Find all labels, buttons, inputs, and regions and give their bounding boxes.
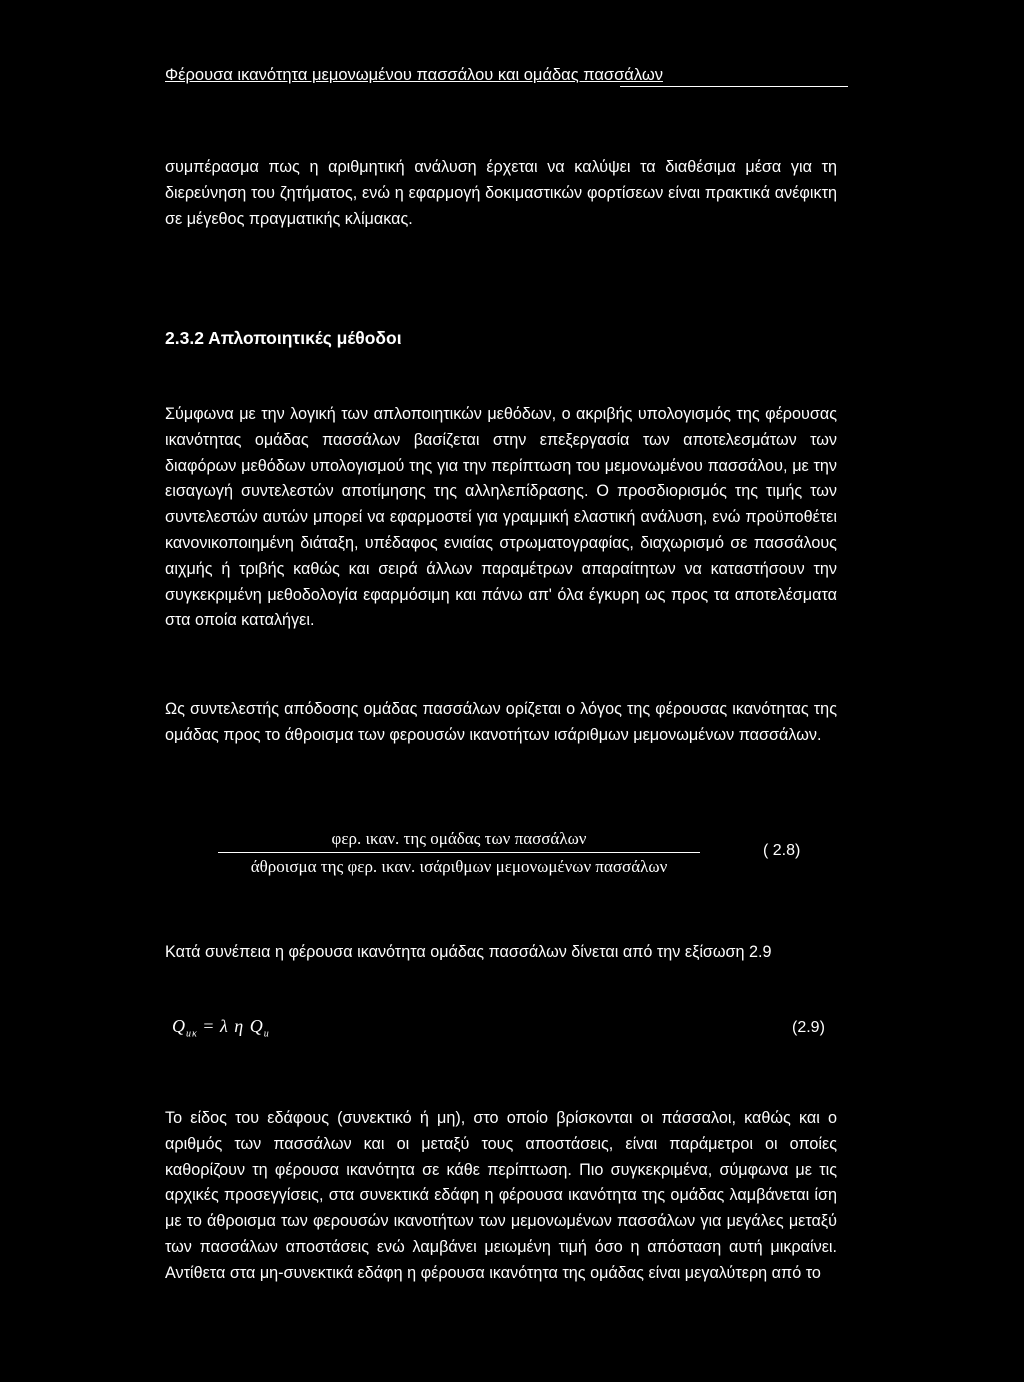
header-rule [620, 86, 848, 87]
fraction-denominator: άθροισμα της φερ. ικαν. ισάριθμων μεμονωμένων πασσάλων [250, 857, 668, 876]
section-paragraph-1: Σύμφωνα με την λογική των απλοποιητικών μεθόδων, ο ακριβής υπολογισμός της φέρουσας ικανότητας ομάδας πασσάλων βασίζεται στην επεξεργασία των αποτελεσμάτων των διαφόρων μεθόδων υπολογισμού της για την περίπτωση του μεμονωμένου πασσάλου, με την εισαγωγή συντελεστών αποτίμησης της αλληλεπίδρασης. Ο προσδιορισμός της τιμής των συντελεστών αυτών μπορεί να εφαρμοστεί για γραμμική ελαστική ανάλυση, ενώ προϋποθέτει κανονικοποιημένη διάταξη, υπέδαφος ενιαίας στρωματογραφίας, διαχωρισμό σε πασσάλους αιχμής ή τριβής καθώς και σειρά άλλων παραμέτρων απαραίτητων να καταστήσουν την συγκεκριμένη μεθοδολογία εφαρμόσιμη και πάνω απ' όλα έγκυρη ως προς τα αποτελέσματα στα οποία καταλήγει. [165, 405, 837, 630]
rhs-symbol: Q [249, 1016, 264, 1036]
paragraph-4: Το είδος του εδάφους (συνεκτικό ή μη), στο οποίο βρίσκονται οι πάσσαλοι, καθώς και ο αριθμός των πασσάλων και οι μεταξύ τους αποστάσεις, είναι παράμετροι οι οποίες καθορίζουν τη φέρουσα ικανότητα σε κάθε περίπτωση. Πιο συγκεκριμένα, σύμφωνα με τις αρχικές προσεγγίσεις, στα συνεκτικά εδάφη η φέρουσα ικανότητα της ομάδας λαμβάνεται ίση με το άθροισμα των φερουσών ικανοτήτων των μεμονωμένων πασσάλων για μεγάλες μεταξύ των πασσάλων αποστάσεις ενώ λαμβάνει μειωμένη τιμή όσο η απόσταση αυτή μικραίνει. Αντίθετα στα μη-συνεκτικά εδάφη η φέρουσα ικανότητα της ομάδας είναι μεγαλύτερη από το [165, 1109, 837, 1282]
equals-sign: = [203, 1016, 215, 1036]
lhs-symbol: Q [172, 1016, 186, 1036]
section-heading: 2.3.2 Απλοποιητικές μέθοδοι [165, 328, 402, 348]
fraction-bar [218, 852, 700, 853]
lhs-subscript: uκ [186, 1028, 198, 1040]
rhs-subscript: u [263, 1028, 270, 1040]
eta-symbol: η [234, 1016, 245, 1036]
paragraph-3: Κατά συνέπεια η φέρουσα ικανότητα ομάδας πασσάλων δίνεται από την εξίσωση 2.9 [165, 943, 772, 961]
section-paragraph-2: Ως συντελεστής απόδοσης ομάδας πασσάλων ορίζεται ο λόγος της φέρουσας ικανότητας της ομάδας προς το άθροισμα των φερουσών ικανοτήτων ισάριθμων μεμονωμένων πασσάλων. [165, 700, 837, 744]
running-header: Φέρουσα ικανότητα μεμονωμένου πασσάλου και ομάδας πασσάλων [165, 66, 663, 84]
lambda-symbol: λ [219, 1016, 229, 1036]
equation-number-2-8: ( 2.8) [763, 842, 801, 859]
intro-paragraph: συμπέρασμα πως η αριθμητική ανάλυση έρχεται να καλύψει τα διαθέσιμα μέσα για τη διερεύνηση του ζητήματος, ενώ η εφαρμογή δοκιμαστικών φορτίσεων είναι πρακτικά ανέφικτη σε μέγεθος πραγματικής κλίμακας. [165, 158, 837, 228]
equation-2-9-body [172, 1016, 270, 1040]
fraction-numerator: φερ. ικαν. της ομάδας των πασσάλων [331, 829, 587, 848]
equation-number-2-9: (2.9) [792, 1019, 825, 1036]
